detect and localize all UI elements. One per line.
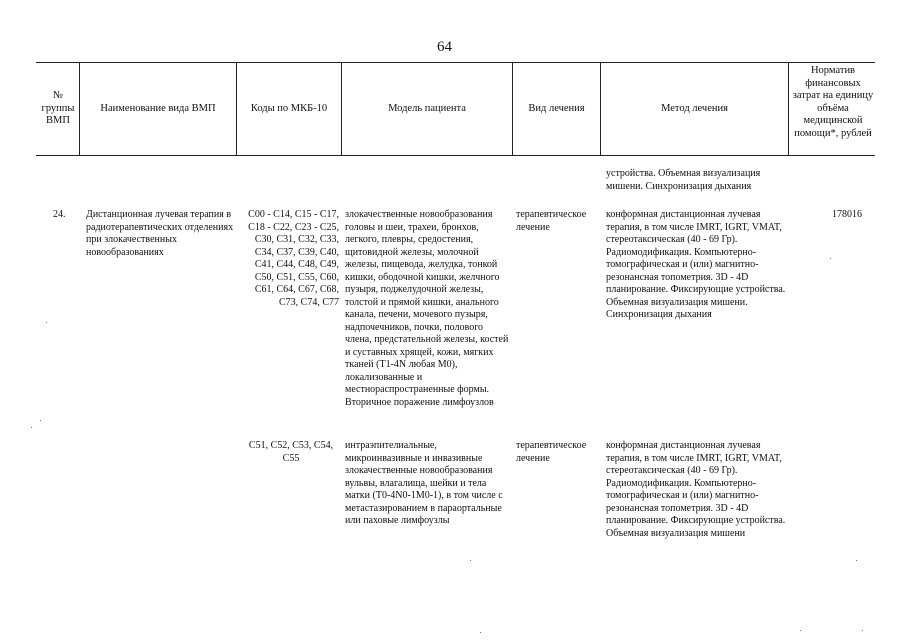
header-vmp-name: Наименование вида ВМП [100,103,216,114]
row-24b-treatment-method: конформная дистанционная лучевая терапия, в том числе IMRT, IGRT, VMAT, стереотаксическая (40 - 69 Гр). Радиомодификация. Компьютерно-томографическая и (или) магнитно-резонансная топометрия. 3D - 4D планирование. Фиксирующие устройства. Объемная визуализация мишени [606,440,786,539]
row-24-treatment-method: конформная дистанционная лучевая терапия, в том числе IMRT, IGRT, VMAT, стереотаксическая (40 - 69 Гр). Радиомодификация. Компьютерно-томографическая и (или) магнитно-резонансная топометрия. 3D - 4D планирование. Фиксирующие устройства. Объемная визуализация мишени. Синхронизация дыхания [606,209,786,320]
column-divider [236,62,237,156]
scan-speck [40,420,41,421]
scan-speck [856,560,857,561]
header-cost-norm: Норматив финансовых затрат на единицу объёма медицинской помощи*, рублей [792,65,874,139]
scan-speck [470,560,471,561]
column-divider [79,62,80,156]
scan-speck [480,632,481,633]
header-bottom-border [36,155,875,156]
scan-speck [800,630,801,631]
header-patient-model: Модель пациента [388,103,466,114]
row-24-icd-codes: C00 - C14, C15 - C17, C18 - C22, C23 - C25, C30, C31, C32, C33, C34, C37, C39, C40, C41, C44, C48, C49, C50, C51, C55, C60, C61, C64, C67, C68, C73, C74, C77 [248,209,339,308]
row-24-vmp-name: Дистанционная лучевая терапия в радиотерапевтических отделениях при злокачественных новообразованиях [86,209,234,258]
row-24-cost-norm: 178016 [832,209,862,220]
continuation-method: устройства. Объемная визуализация мишени. Синхронизация дыхания [606,168,761,192]
scan-speck [830,258,831,259]
header-treatment-method: Метод лечения [661,103,728,114]
page-number: 64 [437,39,452,55]
scan-speck [862,630,863,631]
column-divider [512,62,513,156]
table-top-border [36,62,875,63]
row-24-patient-model: злокачественные новообразования головы и шеи, трахеи, бронхов, легкого, плевры, средостения, щитовидной железы, молочной железы, пищевода, желудка, тонкой кишки, ободочной кишки, желчного пузыря, поджелудочной железы, толстой и прямой кишки, анального канала, печени, мочевого пузыря, надпочечников, почки, полового члена, предстательной железы, костей и суставных хрящей, кожи, мягких тканей (T1-4N любая M0), локализованные и местнораспространенные формы. Вторичное поражение лимфоузлов [345,209,509,408]
header-icd-codes: Коды по МКБ-10 [250,103,328,114]
row-24b-patient-model: интраэпителиальные, микроинвазивные и инвазивные злокачественные новообразования вульвы, влагалища, шейки и тела матки (T0-4N0-1M0-1), в том числе с метастазированием в параортальные или паховые лимфоузлы [345,440,503,526]
column-divider [788,62,789,156]
header-treatment-type: Вид лечения [528,103,585,114]
scan-speck [46,322,47,323]
column-divider [341,62,342,156]
row-24b-treatment-type: терапевтическое лечение [516,440,587,464]
header-group-number: № группы ВМП [41,90,75,127]
row-24-treatment-type: терапевтическое лечение [516,209,587,233]
column-divider [600,62,601,156]
row-24b-icd-codes: C51, C52, C53, C54, C55 [248,440,334,464]
scan-speck [31,427,32,428]
row-24-number: 24. [53,209,66,220]
